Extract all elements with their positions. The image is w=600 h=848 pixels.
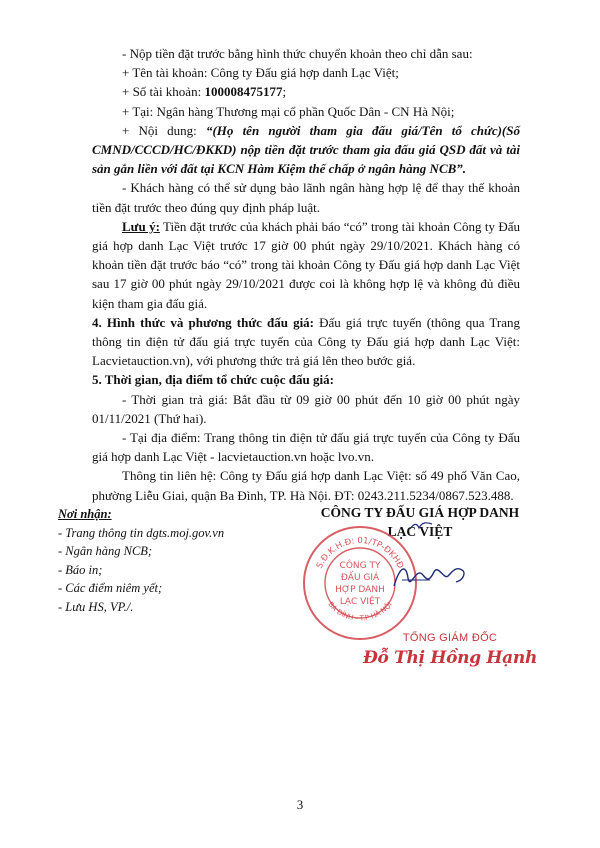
auction-place: - Tại địa điểm: Trang thông tin điện tử đấu giá trực tuyến của Công ty Đấu giá hợp danh Lạc Việt - lacvietauction.vn hoặc lvo.vn. xyxy=(92,430,520,465)
note-label: Lưu ý: xyxy=(122,218,160,234)
director-title: TỔNG GIÁM ĐỐC xyxy=(402,632,498,644)
account-name: + Tên tài khoản: Công ty Đấu giá hợp danh Lạc Việt; xyxy=(122,65,399,81)
guarantee-paragraph: - Khách hàng có thể sử dụng bảo lãnh ngân hàng hợp lệ để thay thế khoản tiền đặt trước theo đúng quy định pháp luật. xyxy=(92,180,520,215)
company-name-line2: LẠC VIỆT xyxy=(387,524,453,539)
recipients-block xyxy=(58,505,298,617)
page-number: 3 xyxy=(296,797,304,812)
recipient-item: - Trang thông tin dgts.moj.gov.vn xyxy=(58,525,225,540)
stamp-line: LẠC VIỆT xyxy=(339,597,381,607)
payment-intro: - Nộp tiền đặt trước bằng hình thức chuyển khoản theo chỉ dẫn sau: xyxy=(122,46,473,61)
recipients-heading: Nơi nhận: xyxy=(58,507,112,521)
stamp-line: HỢP DANH xyxy=(335,585,385,595)
stamp-bottom-text: BA ĐÌNH - T.P HÀ NỘI xyxy=(326,600,394,623)
auction-time: - Thời gian trả giá: Bắt đầu từ 09 giờ 00 phút đến 10 giờ 00 phút ngày 01/11/2021 (Thứ hai). xyxy=(92,391,520,426)
bank-line: + Tại: Ngân hàng Thương mại cổ phần Quốc Dân - CN Hà Nội; xyxy=(122,103,455,119)
recipient-item: - Báo in; xyxy=(58,562,103,577)
section-4: 4. Hình thức và phương thức đấu giá: Đấu giá trực tuyến (thông qua Trang thông tin điện tử đấu giá trực tuyến của Công ty Đấu giá hợp danh Lạc Việt: Lacvietauction.vn), với phương thức trả giá lên theo bước giá. xyxy=(92,314,520,369)
section-4-heading: 4. Hình thức và phương thức đấu giá: xyxy=(92,314,315,330)
stamp-ring-text: S.Đ.K.H.Đ: 01/TP-ĐKHĐ xyxy=(314,535,406,571)
account-number-line: + Số tài khoản: 100008475177; xyxy=(122,84,287,100)
account-number: 100008475177 xyxy=(204,84,283,100)
transfer-content-text: “(Họ tên người tham gia đấu giá/Tên tổ chức)(Số CMND/CCCD/HC/ĐKKD) nộp tiền đặt trước tham gia đấu giá QSD đất và tài sản gắn liền với đất tại KCN Hàm Kiệm thế chấp ở ngân hàng NCB”. xyxy=(92,122,520,177)
stamp-line: ĐẤU GIÁ xyxy=(340,573,380,583)
director-name: Đỗ Thị Hồng Hạnh xyxy=(362,648,538,668)
contact-info: Thông tin liên hệ: Công ty Đấu giá hợp danh Lạc Việt: số 49 phố Văn Cao, phường Liễu Giai, quận Ba Đình, TP. Hà Nội. ĐT: 0243.211.5234/0867.523.488. xyxy=(92,468,520,503)
recipient-item: - Lưu HS, VP./. xyxy=(58,599,134,614)
transfer-content: + Nội dung: “(Họ tên người tham gia đấu giá/Tên tổ chức)(Số CMND/CCCD/HC/ĐKKD) nộp tiền đặt trước tham gia đấu giá QSD đất và tài sản gắn liền với đất tại KCN Hàm Kiệm thế chấp ở ngân hàng NCB”. xyxy=(92,122,520,177)
document-body xyxy=(92,44,520,505)
company-name-line1: CÔNG TY ĐẤU GIÁ HỢP DANH xyxy=(320,505,520,520)
recipient-item: - Các điểm niêm yết; xyxy=(58,581,163,596)
recipient-item: - Ngân hàng NCB; xyxy=(58,544,153,559)
handwritten-signature-icon xyxy=(390,556,470,596)
stamp-line: CÔNG TY xyxy=(339,561,381,571)
section-5-heading: 5. Thời gian, địa điểm tổ chức cuộc đấu giá: xyxy=(92,372,334,388)
note-paragraph: Lưu ý: Tiền đặt trước của khách phải báo “có” trong tài khoản Công ty Đấu giá hợp danh Lạc Việt trước 17 giờ 00 phút ngày 29/10/2021. Khách hàng có khoản tiền đặt trước báo “có” trong tài khoản Công ty Đấu giá hợp danh Lạc Việt sau 17 giờ 00 phút ngày 29/10/2021 được coi là không hợp lệ và không đủ điều kiện tham gia đấu giá. xyxy=(92,218,520,311)
